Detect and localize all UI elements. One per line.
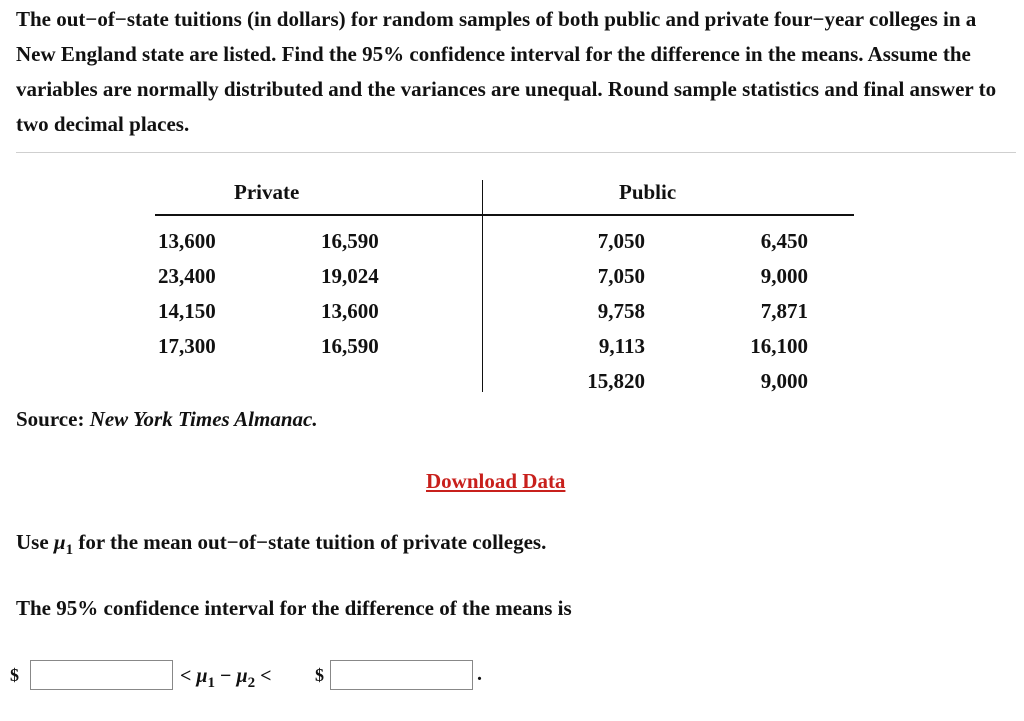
source-citation: [16, 407, 318, 432]
mu-2: μ: [236, 665, 248, 687]
dollar-sign: $: [10, 665, 19, 685]
table-cell: 19,024: [321, 264, 379, 288]
source-title: New York Times Almanac.: [89, 407, 318, 431]
private-header: Private: [234, 180, 300, 204]
table-cell: 16,590: [321, 229, 379, 253]
sub-1: 1: [207, 675, 216, 691]
ci-prompt: The 95% confidence interval for the difference of the means is: [16, 596, 572, 620]
table-cell: 17,300: [158, 334, 216, 358]
table-cell: 16,100: [750, 334, 808, 358]
table-vertical-rule: [482, 180, 483, 392]
upper-bound-input[interactable]: [330, 660, 473, 690]
table-cell: 13,600: [158, 229, 216, 253]
table-cell: 13,600: [321, 299, 379, 323]
table-cell: 9,758: [597, 299, 645, 323]
table-cell: 9,000: [760, 264, 808, 288]
private-column-1: [158, 224, 216, 364]
source-label: Source:: [16, 407, 90, 431]
download-data-link[interactable]: Download Data: [426, 469, 566, 493]
table-cell: 9,113: [598, 334, 645, 358]
table-cell: 14,150: [158, 299, 216, 323]
lower-bound-input[interactable]: [30, 660, 173, 690]
dollar-sign-2: $: [315, 665, 324, 685]
table-horizontal-rule: [155, 214, 854, 216]
sub-2: 2: [247, 675, 256, 691]
problem-statement: The out−of−state tuitions (in dollars) for random samples of both public and private four−year colleges in a New England state are listed. Find the 95% confidence interval for the difference in the means. Assume the variables are normally distributed and the variances are unequal. Round sample statistics and final answer to two decimal places.: [16, 7, 997, 136]
mu-symbol: μ: [53, 530, 66, 554]
private-column-2: [321, 224, 379, 364]
divider: [16, 152, 1016, 153]
inequality-expression: [180, 665, 272, 691]
table-cell: 7,050: [597, 229, 645, 253]
public-column-1: [560, 224, 645, 399]
table-cell: 15,820: [587, 369, 645, 393]
mu-1: μ: [196, 665, 208, 687]
mu-subscript: 1: [65, 542, 74, 558]
table-cell: 7,050: [597, 264, 645, 288]
less-than-left: <: [180, 665, 192, 687]
variable-definition: [16, 530, 547, 558]
table-cell: 9,000: [760, 369, 808, 393]
table-cell: 6,450: [760, 229, 808, 253]
use-prefix: Use: [16, 530, 54, 554]
less-than-right: <: [260, 665, 272, 687]
table-cell: 16,590: [321, 334, 379, 358]
public-column-2: [722, 224, 808, 399]
table-cell: 7,871: [760, 299, 808, 323]
use-suffix: for the mean out−of−state tuition of private colleges.: [73, 530, 547, 554]
public-header: Public: [619, 180, 677, 204]
minus-sign: −: [220, 665, 232, 687]
table-cell: 23,400: [158, 264, 216, 288]
period: .: [477, 663, 482, 685]
